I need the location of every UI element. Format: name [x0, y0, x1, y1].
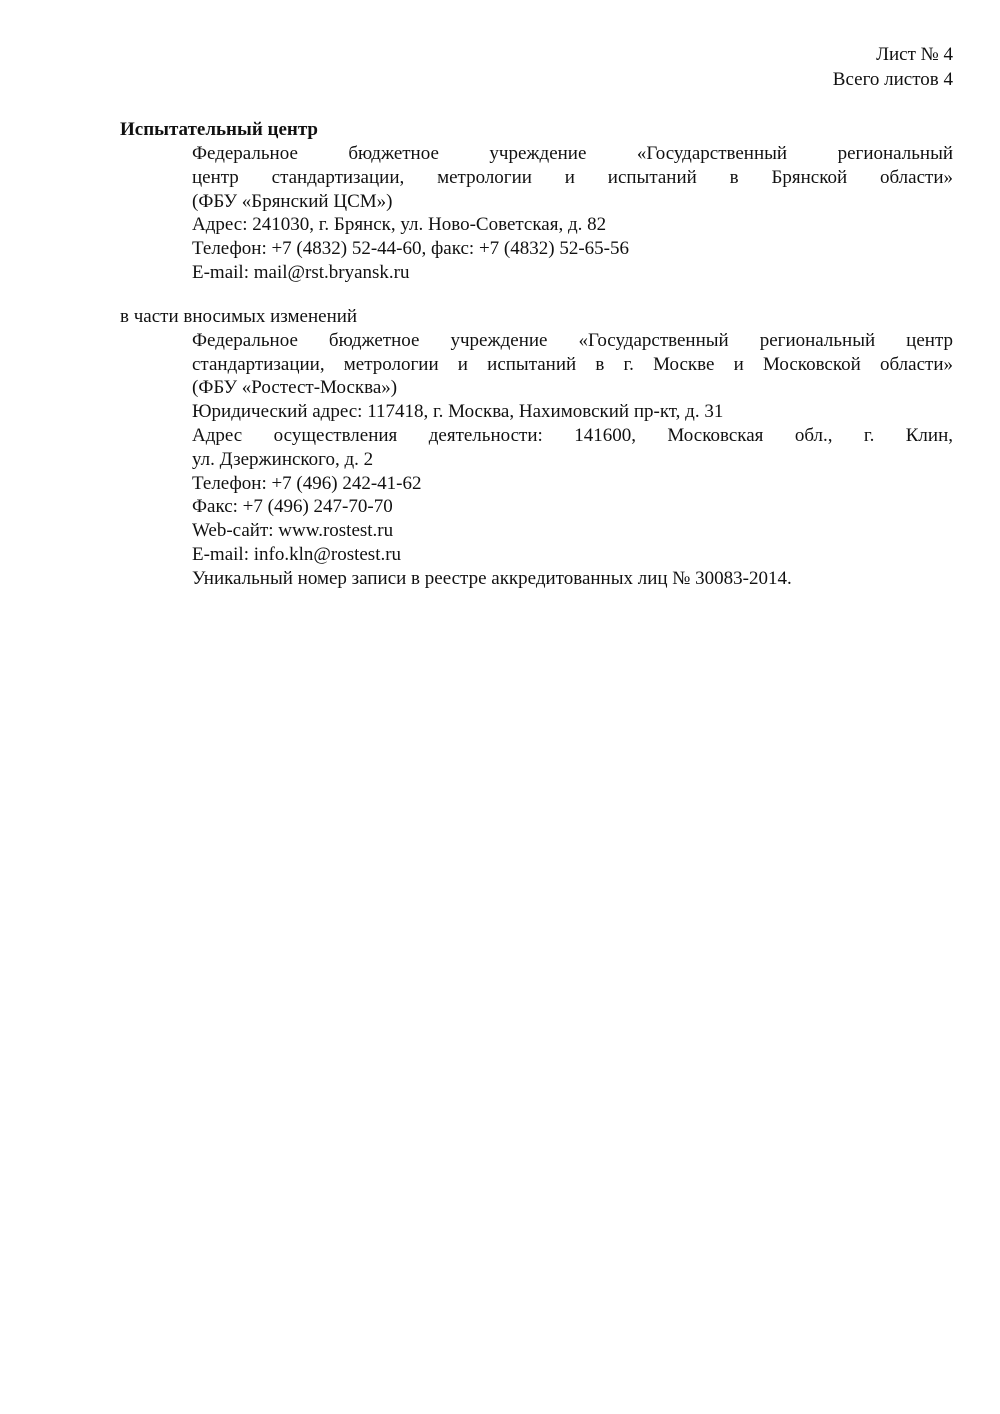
registry-number-line: Уникальный номер записи в реестре аккредитованных лиц № 30083-2014.	[192, 567, 792, 589]
activity-address-line-2: ул. Дзержинского, д. 2	[192, 448, 374, 470]
org-name-line-2: центр стандартизации, метрологии и испытаний в Брянской области»	[192, 166, 953, 188]
org-name-line-3: (ФБУ «Ростест-Москва»)	[192, 377, 398, 399]
amendments-heading: в части вносимых изменений	[120, 305, 358, 327]
fax-line: Факс: +7 (496) 247-70-70	[192, 496, 393, 518]
test-center-section	[120, 118, 953, 285]
total-sheets: Всего листов 4	[832, 69, 953, 90]
email-line: E-mail: mail@rst.bryansk.ru	[192, 261, 410, 283]
address-line: Адрес: 241030, г. Брянск, ул. Ново-Советская, д. 82	[192, 214, 607, 236]
org-name-line-2: стандартизации, метрологии и испытаний в г. Москве и Московской области»	[192, 353, 953, 375]
amendments-section	[120, 305, 953, 591]
sheet-number: Лист № 4	[876, 44, 953, 65]
org-name-line-1: Федеральное бюджетное учреждение «Государственный региональный центр	[192, 329, 953, 351]
org-name-line-3: (ФБУ «Брянский ЦСМ»)	[192, 190, 393, 212]
activity-address-line-1: Адрес осуществления деятельности: 141600, Московская обл., г. Клин,	[192, 424, 953, 446]
email-line: E-mail: info.kln@rostest.ru	[192, 543, 402, 565]
test-center-heading: Испытательный центр	[120, 119, 318, 140]
org-name-line-1: Федеральное бюджетное учреждение «Государственный региональный	[192, 143, 953, 164]
phone-line: Телефон: +7 (4832) 52-44-60, факс: +7 (4832) 52-65-56	[192, 238, 629, 260]
test-center-details	[192, 142, 953, 285]
legal-address-line: Юридический адрес: 117418, г. Москва, Нахимовский пр-кт, д. 31	[192, 401, 724, 423]
website-line: Web-сайт: www.rostest.ru	[192, 520, 394, 542]
amendments-details	[192, 329, 953, 591]
phone-line: Телефон: +7 (496) 242-41-62	[192, 472, 422, 494]
page-header	[120, 42, 953, 92]
